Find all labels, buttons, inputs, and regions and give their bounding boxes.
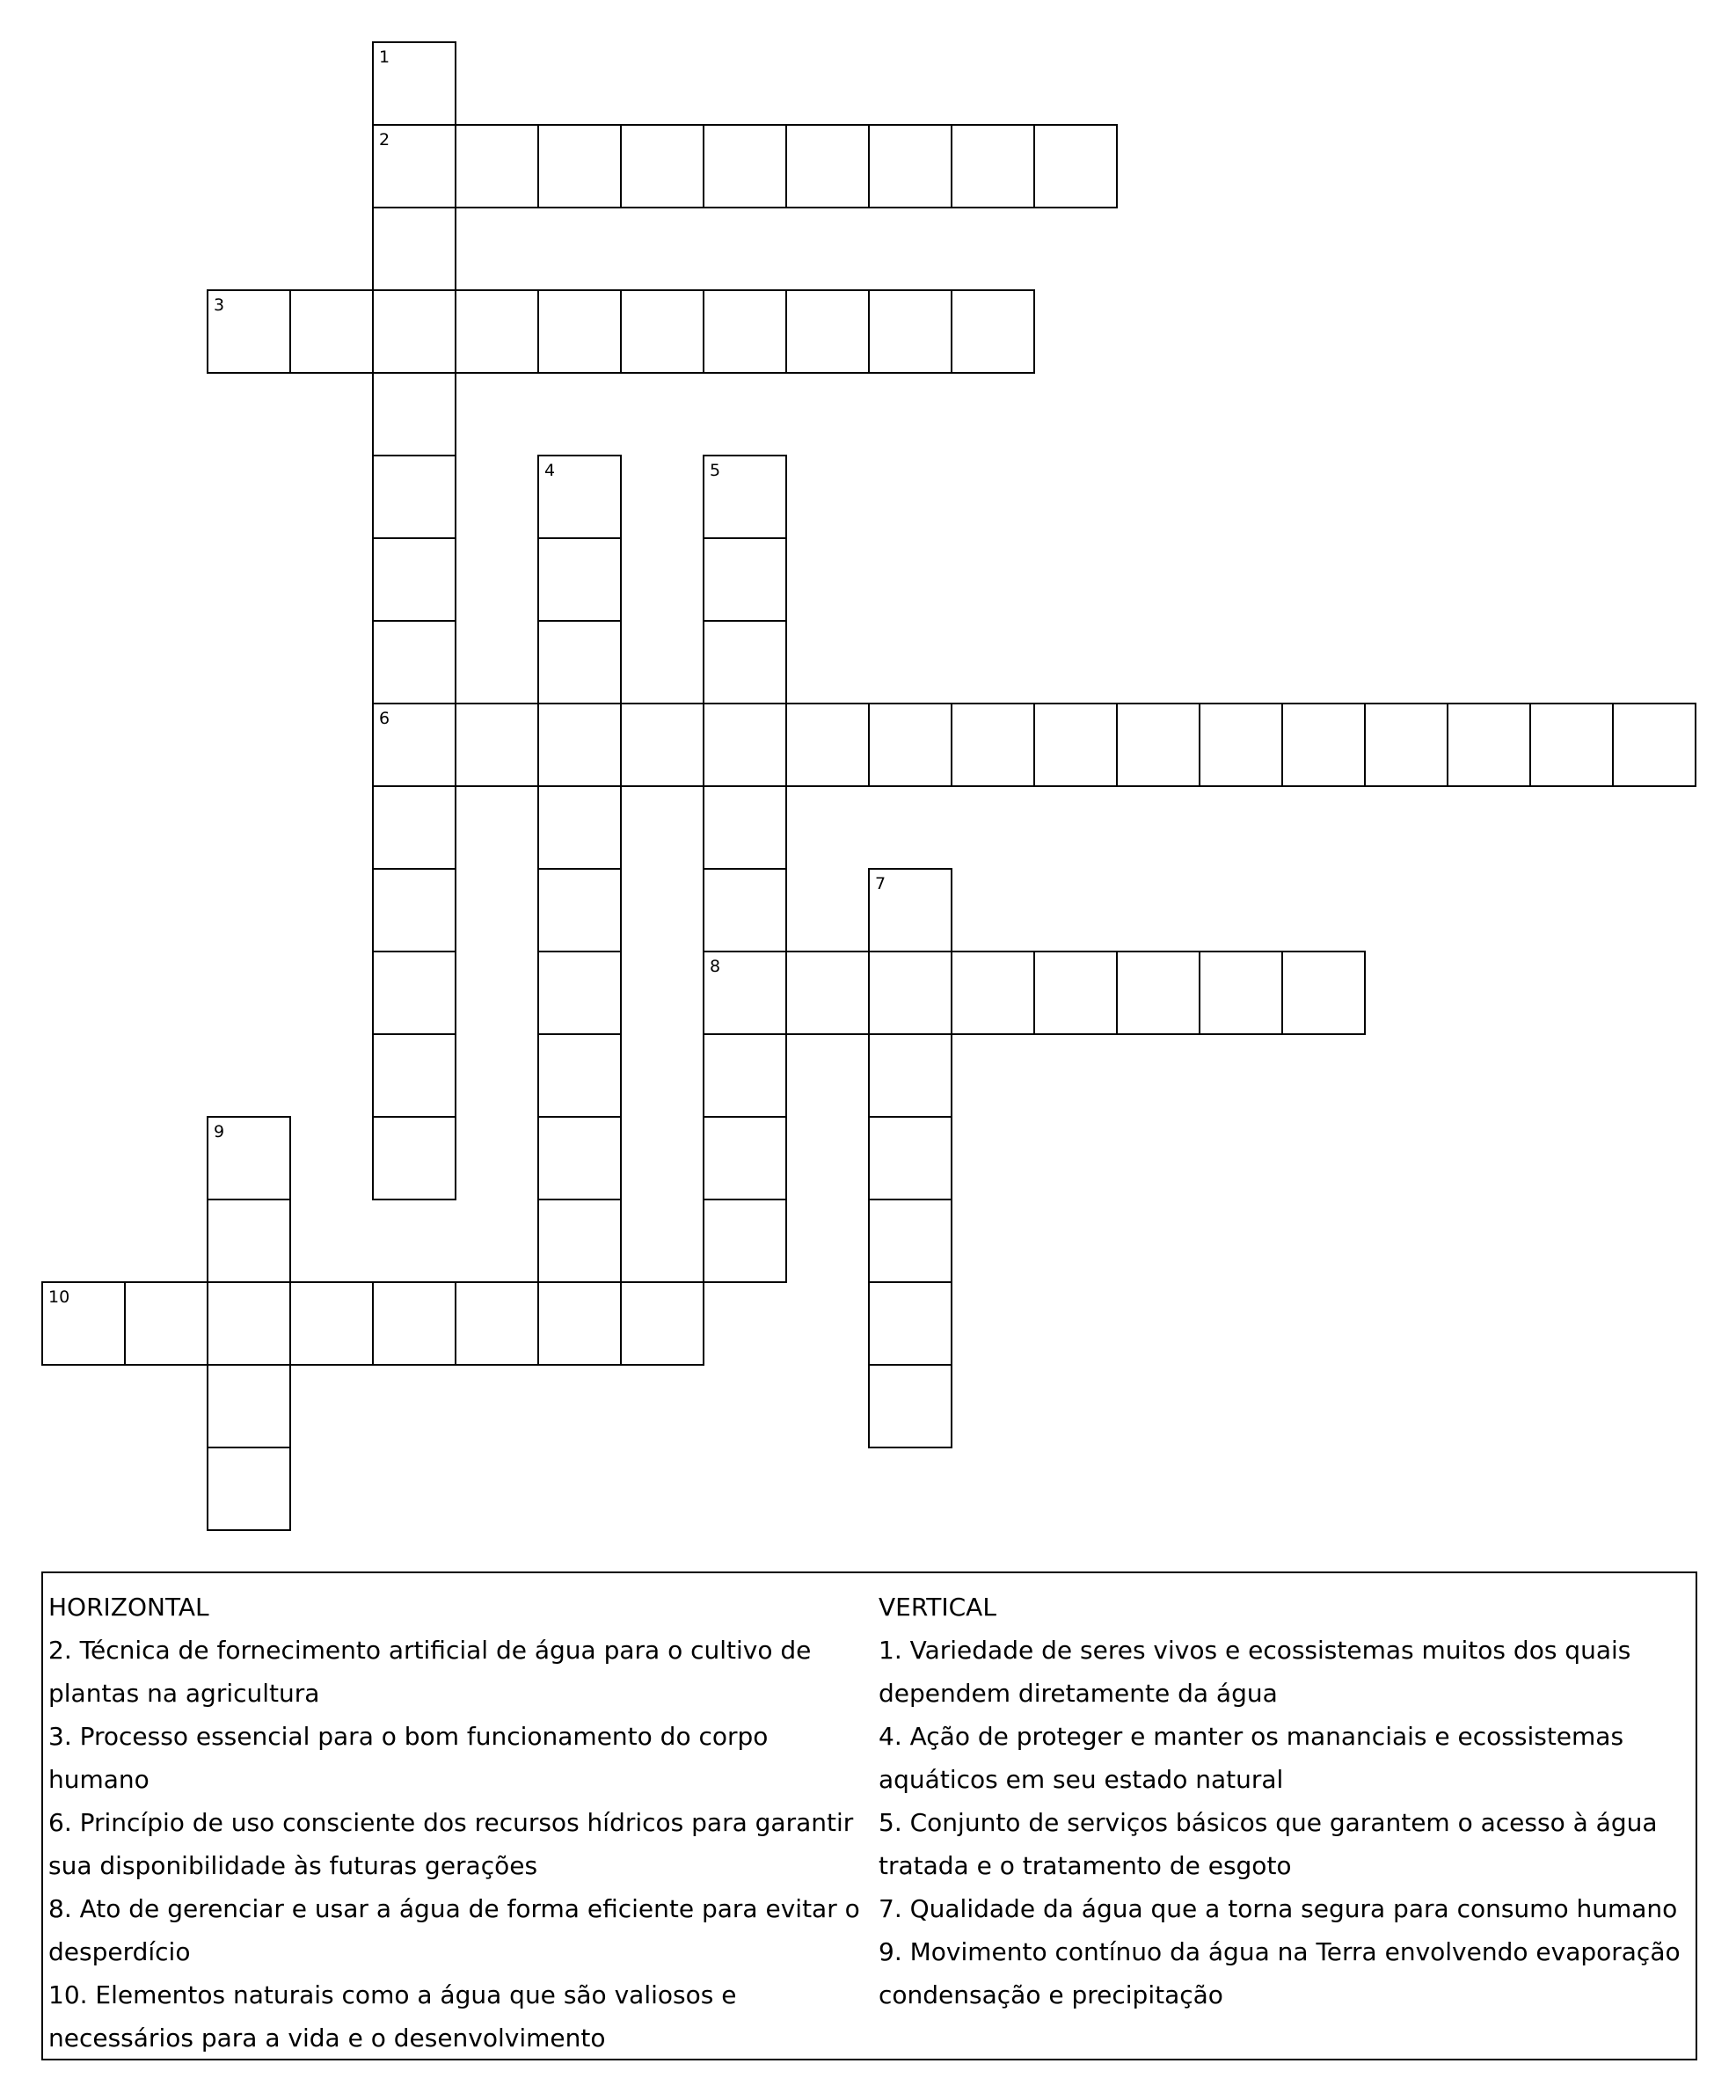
grid-cell[interactable] <box>1364 703 1448 787</box>
grid-cell[interactable] <box>703 620 787 704</box>
grid-cell[interactable] <box>868 124 952 208</box>
grid-cell[interactable] <box>537 620 622 704</box>
grid-cell[interactable] <box>372 785 456 870</box>
grid-cell[interactable] <box>455 1281 539 1366</box>
clue-number: 9 <box>214 1122 225 1141</box>
clue-horizontal-6: 6. Princípio de uso consciente dos recursos hídricos para garantir sua disponibilidade às futuras gerações <box>48 1808 854 1880</box>
grid-cell[interactable] <box>537 289 622 374</box>
grid-cell[interactable] <box>124 1281 208 1366</box>
grid-cell[interactable] <box>620 1281 704 1366</box>
grid-cell[interactable] <box>1199 951 1283 1035</box>
grid-cell[interactable] <box>1033 951 1118 1035</box>
grid-cell[interactable] <box>868 951 952 1035</box>
grid-cell[interactable] <box>868 1116 952 1200</box>
grid-cell[interactable] <box>537 1199 622 1283</box>
grid-cell[interactable] <box>951 703 1035 787</box>
grid-cell[interactable] <box>1612 703 1696 787</box>
grid-cell[interactable] <box>1116 703 1200 787</box>
grid-cell[interactable] <box>1281 951 1366 1035</box>
grid-cell[interactable] <box>372 455 456 539</box>
horizontal-heading: HORIZONTAL <box>48 1593 209 1622</box>
grid-cell[interactable] <box>372 372 456 456</box>
grid-cell[interactable] <box>537 1033 622 1118</box>
grid-cell[interactable] <box>537 785 622 870</box>
grid-cell[interactable] <box>537 124 622 208</box>
vertical-heading: VERTICAL <box>879 1593 996 1622</box>
grid-cell[interactable] <box>372 537 456 622</box>
grid-cell[interactable] <box>703 951 787 1035</box>
grid-cell[interactable] <box>289 289 374 374</box>
grid-cell[interactable] <box>703 124 787 208</box>
grid-cell[interactable] <box>703 1116 787 1200</box>
grid-cell[interactable] <box>951 289 1035 374</box>
clue-number: 4 <box>544 461 556 480</box>
grid-cell[interactable] <box>372 41 456 126</box>
grid-cell[interactable] <box>289 1281 374 1366</box>
grid-cell[interactable] <box>372 868 456 952</box>
grid-cell[interactable] <box>951 951 1035 1035</box>
grid-cell[interactable] <box>703 868 787 952</box>
clue-vertical-4: 4. Ação de proteger e manter os mananciais e ecossistemas aquáticos em seu estado natural <box>879 1722 1624 1794</box>
clue-number: 10 <box>48 1287 70 1307</box>
grid-cell[interactable] <box>372 1116 456 1200</box>
grid-cell[interactable] <box>1033 703 1118 787</box>
grid-cell[interactable] <box>372 207 456 291</box>
grid-cell[interactable] <box>703 703 787 787</box>
clue-horizontal-8: 8. Ato de gerenciar e usar a água de forma eficiente para evitar o desperdício <box>48 1894 860 1966</box>
grid-cell[interactable] <box>951 124 1035 208</box>
grid-cell[interactable] <box>372 703 456 787</box>
grid-cell[interactable] <box>785 703 870 787</box>
grid-cell[interactable] <box>868 1281 952 1366</box>
clue-horizontal-2: 2. Técnica de fornecimento artificial de água para o cultivo de plantas na agricultura <box>48 1636 812 1708</box>
grid-cell[interactable] <box>537 1116 622 1200</box>
grid-cell[interactable] <box>868 703 952 787</box>
horizontal-clues <box>48 1586 875 2060</box>
grid-cell[interactable] <box>620 124 704 208</box>
grid-cell[interactable] <box>703 289 787 374</box>
grid-cell[interactable] <box>537 703 622 787</box>
clue-number: 8 <box>710 957 721 976</box>
clue-number: 1 <box>379 47 390 67</box>
clue-vertical-1: 1. Variedade de seres vivos e ecossistemas muitos dos quais dependem diretamente da água <box>879 1636 1631 1708</box>
grid-cell[interactable] <box>207 289 291 374</box>
clue-vertical-9: 9. Movimento contínuo da água na Terra envolvendo evaporação condensação e precipitação <box>879 1937 1681 2009</box>
grid-cell[interactable] <box>868 868 952 952</box>
grid-cell[interactable] <box>207 1281 291 1366</box>
grid-cell[interactable] <box>703 785 787 870</box>
grid-cell[interactable] <box>537 1281 622 1366</box>
grid-cell[interactable] <box>785 951 870 1035</box>
clue-number: 3 <box>214 295 225 315</box>
grid-cell[interactable] <box>537 951 622 1035</box>
clues-box <box>41 1571 1697 2060</box>
grid-cell[interactable] <box>1529 703 1614 787</box>
grid-cell[interactable] <box>620 289 704 374</box>
grid-cell[interactable] <box>455 124 539 208</box>
clue-vertical-5: 5. Conjunto de serviços básicos que garantem o acesso à água tratada e o tratamento de esgoto <box>879 1808 1658 1880</box>
clue-number: 7 <box>875 874 886 893</box>
grid-cell[interactable] <box>455 703 539 787</box>
clue-horizontal-3: 3. Processo essencial para o bom funcionamento do corpo humano <box>48 1722 769 1794</box>
grid-cell[interactable] <box>455 289 539 374</box>
grid-cell[interactable] <box>620 703 704 787</box>
grid-cell[interactable] <box>1199 703 1283 787</box>
grid-cell[interactable] <box>785 289 870 374</box>
grid-cell[interactable] <box>372 289 456 374</box>
grid-cell[interactable] <box>207 1199 291 1283</box>
grid-cell[interactable] <box>207 1364 291 1448</box>
clue-vertical-7: 7. Qualidade da água que a torna segura para consumo humano <box>879 1894 1678 1923</box>
grid-cell[interactable] <box>703 1033 787 1118</box>
grid-cell[interactable] <box>372 124 456 208</box>
grid-cell[interactable] <box>537 868 622 952</box>
grid-cell[interactable] <box>537 537 622 622</box>
grid-cell[interactable] <box>703 455 787 539</box>
grid-cell[interactable] <box>207 1116 291 1200</box>
clue-number: 5 <box>710 461 721 480</box>
clue-number: 6 <box>379 709 390 728</box>
grid-cell[interactable] <box>372 951 456 1035</box>
grid-cell[interactable] <box>1033 124 1118 208</box>
grid-cell[interactable] <box>1281 703 1366 787</box>
grid-cell[interactable] <box>372 620 456 704</box>
grid-cell[interactable] <box>868 1199 952 1283</box>
vertical-clues <box>879 1586 1688 2016</box>
grid-cell[interactable] <box>1447 703 1531 787</box>
grid-cell[interactable] <box>868 1364 952 1448</box>
grid-cell[interactable] <box>41 1281 126 1366</box>
grid-cell[interactable] <box>207 1447 291 1531</box>
grid-cell[interactable] <box>537 455 622 539</box>
clue-number: 2 <box>379 130 390 149</box>
grid-cell[interactable] <box>868 1033 952 1118</box>
clue-horizontal-10: 10. Elementos naturais como a água que são valiosos e necessários para a vida e o desenvolvimento <box>48 1980 737 2053</box>
grid-cell[interactable] <box>372 1281 456 1366</box>
grid-cell[interactable] <box>703 1199 787 1283</box>
grid-cell[interactable] <box>1116 951 1200 1035</box>
grid-cell[interactable] <box>785 124 870 208</box>
grid-cell[interactable] <box>372 1033 456 1118</box>
grid-cell[interactable] <box>868 289 952 374</box>
grid-cell[interactable] <box>703 537 787 622</box>
